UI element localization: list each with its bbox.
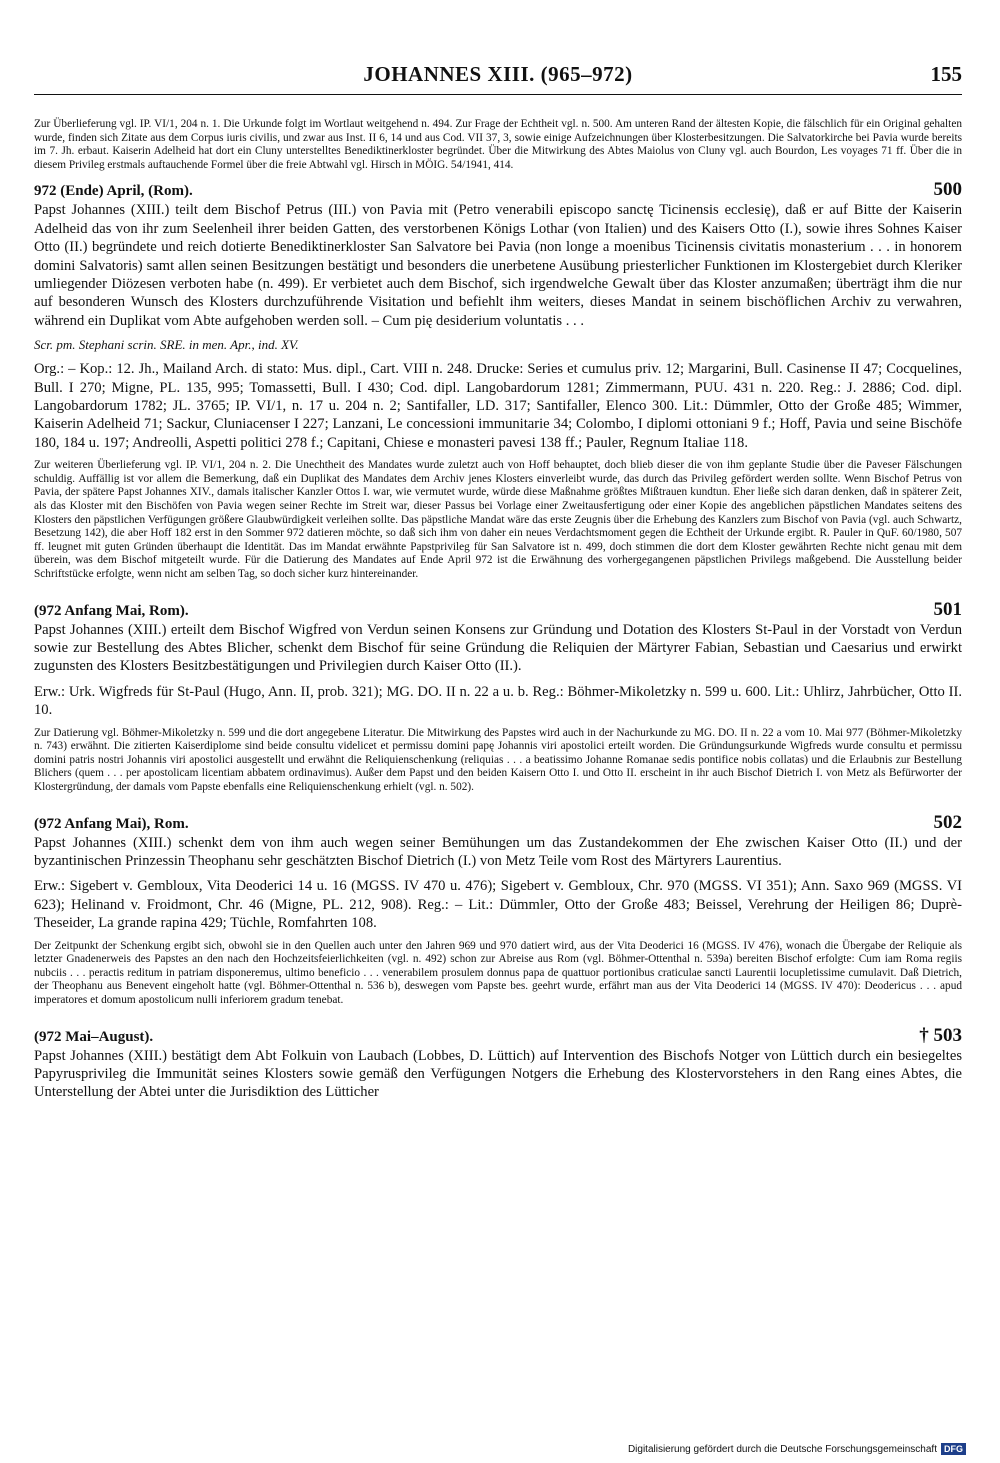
entry-text: Papst Johannes (XIII.) schenkt dem von ihm auch wegen seiner Bemühungen um das Zustandekommen der Ehe zwischen Kaiser Otto (II.) und der byzantinischen Prinzessin Theophanu sehr geschätzten Bischof Dietrich (I.) von Metz Teile vom Rost des Märtyrers Laurentius. [34,834,962,869]
entry-text: Papst Johannes (XIII.) bestätigt dem Abt Folkuin von Laubach (Lobbes, D. Lüttich) auf Intervention des Bischofs Notger von Lüttich durch ein besiegeltes Papyrusprivileg die Immunität seines Klosters sowie gemäß den Verfügungen Notgers die Erhebung des Klostervorstehers in den Rang eines Abtes, die Unterstellung der Abtei unter die Jurisdiktion des Lütticher [34,1047,962,1101]
entry-header [34,812,962,834]
entry-header [34,1025,962,1047]
entry-number: † 503 [919,1024,962,1046]
entry-note: Zur Datierung vgl. Böhmer-Mikoletzky n. 599 und die dort angegebene Literatur. Die Mitwirkung des Papstes wird auch in der Nachurkunde zu MG. DO. II n. 22 a vom 10. Mai 977 (Böhmer-Mikoletzky n. 743) erwähnt. Die zitierten Kaiserdiplome sind beide consultu videlicet et permissu domini papę Johannis viri apostolici erteilt worden. Die Gründungsurkunde Wigfreds wurde consultu et permissu domini patris nostri Johannis viri apostolici ausgestellt und erwähnt die Reliquienschenkung (reliquias . . . a beatissimo Johanne Romanae sedis pontifice nobis collatas) und die Erlaubnis zur Bestellung Blichers (quem . . . per apostolicam licentiam abbatem ordinavimus). Außer dem Papst und den beiden Kaisern Otto I. und Otto II. erscheint in ihr auch Bischof Dietrich I. von Metz als Befürworter der Klostergründung, der damals vom Papste ebenfalls eine Reliquienschenkung erhielt (vgl. n. 502). [34,726,962,793]
entry-text: Papst Johannes (XIII.) teilt dem Bischof Petrus (III.) von Pavia mit (Petro venerabili episcopo sanctę Ticinensis ecclesię), daß er auf Bitte der Kaiserin Adelheid das von ihr zum Seelenheil ihrer beiden Gatten, des verstorbenen Königs Lothar (von Italien) und des Kaisers Otto (I.), sowie ihres Sohnes Kaiser Otto (II.) begründete und reich dotierte Benediktinerkloster San Salvatore bei Pavia (non longe a moenibus Ticinensis civitatis monasterium . . . in honorem domini Salvatoris) samt allen seinen Besitzungen bestätigt und besonders die unerbetene Ausübung priesterlicher Funktionen im Klostergebiet durch Kleriker umliegender Diözesen verboten habe (n. 499). Er verbietet auch dem Bischof, sich irgendwelche Gewalt über das Kloster anzumaßen; überträgt ihm die nur auf besonderen Wunsch des Klosters durchzuführende Visitation und befiehlt ihm weiters, dieses Mandat in seinem bischöflichen Archiv zu verwahren, während ein Duplikat vom Abte aufgehoben werden soll. – Cum pię desiderium voluntatis . . . [34,202,962,329]
entry-text: Papst Johannes (XIII.) erteilt dem Bischof Wigfred von Verdun seinen Konsens zur Gründung und Dotation des Klosters St-Paul in der Vorstadt von Verdun sowie zur Bestellung des Abtes Blicher, schenkt dem Bischof für seine Gründung die Reliquien der Märtyrer Fabian, Sebastian und Caesarius und erwirkt zugunsten des Klosters Besitzbestätigungen und Privilegien durch Kaiser Otto (II.). [34,621,962,675]
entry-date: (972 Anfang Mai, Rom). [34,602,189,619]
page-content [34,118,962,1106]
entry-date: (972 Mai–August). [34,1028,154,1045]
intro-note: Zur Überlieferung vgl. IP. VI/1, 204 n. 1. Die Urkunde folgt im Wortlaut weitgehend n. 494. Zur Frage der Echtheit vgl. n. 500. Am unteren Rand der ältesten Kopie, die fälschlich für ein Original gehalten wurde, finden sich Zitate aus dem Corpus iuris civilis, und zwar aus Inst. II 6, 14 und aus Cod. VII 37, 3, sowie einige Aufzeichnungen über Klosterbesitzungen. Die Salvatorkirche bei Pavia wurde bereits im 7. Jh. erbaut. Kaiserin Adelheid hat dort ein Cluny unterstelltes Benediktinerkloster begründet. Über die Mitwirkung des Abtes Maiolus von Cluny vgl. auch Bourdon, Les voyages 71 ff. Über die in diesem Privileg erstmals auftauchende Formel über die freie Abtwahl vgl. Hirsch in MÖIG. 54/1941, 414. [34,118,962,171]
entry-502 [34,812,962,1008]
entry-503 [34,1025,962,1102]
entry-note: Zur weiteren Überlieferung vgl. IP. VI/1, 204 n. 2. Die Unechtheit des Mandates wurde zuletzt auch von Hoff behauptet, doch blieb dieser die von ihm geplante Studie über die Paveser Fälschungen schuldig. Auffällig ist vor allem die Bemerkung, daß ein Duplikat des Mandates dem Archiv jenes Klosters einverleibt wurde, das durch das Privileg gefördert werden sollte. Wenn Bischof Petrus von Pavia, der spätere Papst Johannes XIV., damals italischer Kanzler Ottos I. war, wie vermutet wurde, würde diese Maßnahme größtes Mißtrauen kundtun. Eher ließe sich daran denken, daß in späterer Zeit, als das Kloster mit den Bischöfen von Pavia wegen seiner Rechte im Streit war, dieser Passus bei Vorlage einer Zweitausfertigung oder einer Kopie des angeblichen päpstlichen Mandates seitens des Klosters den päpstlichen Verfügungen größere Glaubwürdigkeit verleihen sollte. Das päpstliche Mandat wäre das erste Zeugnis über die Erhebung des Kanzlers zum Bischof von Pavia (vgl. auch Schwartz, Besetzung 142), die aber Hoff 182 erst in den Sommer 972 datieren möchte, so daß sich ihm von daher ein neues Verdachtsmoment gegen die Echtheit der Urkunde ergibt. R. Pauler in QuF. 60/1980, 507 ff. leugnet mit guten Gründen überhaupt die Identität. Das im Mandat erwähnte Papstprivileg für San Salvatore ist n. 499, doch stimmen die dort dem Kloster gewährten Rechte nicht genau mit dem überein, was dem Bischof mitgeteilt wurde. Für die Datierung des Mandates auf Ende April 972 ist die Erwähnung des vorhergegangenen päpstlichen Privilegs maßgebend. Die Ausstellung beider Schriftstücke erfolgte, wenn nicht am selben Tag, so doch sicher kurz hintereinander. [34,459,962,580]
entry-date: 972 (Ende) April, (Rom). [34,183,193,200]
running-head [34,62,962,90]
footer [628,1443,966,1455]
entry-header [34,179,962,201]
entry-scriptum: Scr. pm. Stephani scrin. SRE. in men. Apr., ind. XV. [34,337,299,353]
header-rule [34,94,962,95]
page-title: JOHANNES XIII. (965–972) [363,62,633,86]
entry-number: 500 [933,179,962,201]
entry-number: 502 [933,811,962,833]
entry-number: 501 [933,598,962,620]
entry-header [34,599,962,621]
entry-sources: Org.: – Kop.: 12. Jh., Mailand Arch. di stato: Mus. dipl., Cart. VIII n. 248. Drucke: Series et cumulus priv. 12; Margarini, Bull. Casinense II 47; Cocquelines, Bull. I 270; Migne, PL. 135, 995; Tomassetti, Bull. I 430; Cod. dipl. Langobardorum 1281; Zimmermann, PUU. 431 n. 220. Reg.: J. 2886; Cod. dipl. Langobardorum 1782; JL. 3765; IP. VI/1, n. 17 u. 204 n. 2; Santifaller, LD. 317; Santifaller, Elenco 300. Lit.: Dümmler, Otto der Große 485; Wimmer, Kaiserin Adelheid 71; Sackur, Cluniacenser I 227; Lanzani, Le concessioni immunitarie 34; Colombo, I diplomi ottoniani 9 f.; Hoff, Pavia und seine Bischöfe 180, 184 u. 197; Andreolli, Aspetti politici 278 f.; Capitani, Chiese e monasteri pavesi 138 ff.; Pauler, Regnum Italiae 118. [34,361,962,451]
page-number: 155 [930,62,962,86]
dfg-logo-icon: DFG [941,1443,966,1455]
entry-date: (972 Anfang Mai), Rom. [34,815,189,832]
footer-text: Digitalisierung gefördert durch die Deutsche Forschungsgemeinschaft [627,1443,937,1455]
entry-note: Der Zeitpunkt der Schenkung ergibt sich, obwohl sie in den Quellen auch unter den Jahren 969 und 970 datiert wird, aus der Vita Deoderici 16 (MGSS. IV 476), wonach die Übergabe der Reliquie als letzter Gnadenerweis des Papstes an den nach den Hochzeitsfeierlichkeiten (vgl. n. 492) schon zur Abreise aus Rom (vgl. Böhmer-Ottenthal n. 539a) bereiten Bischof erfolgte: Cum iam Roma regiis nubciis . . . peractis reditum in patriam disponeremus, ultimo beneficio . . . venerabilem prosulem donnus papa de quattuor portionibus craticulae sancti Laurentii locupletissime cumulavit. Daß Dietrich, der Theophanu aus Benevent eingeholt hatte (vgl. Böhmer-Ottenthal n. 536 b), deswegen vom Papste bes. geehrt wurde, erfährt man aus der Vita Deoderici 14 (MGSS. IV 470): Deodericus . . . apud imperatores et domum apostolicum nulli inferiorem gradum tenebat. [34,939,962,1006]
entry-501 [34,599,962,795]
entry-500 [34,179,962,581]
entry-sources: Erw.: Sigebert v. Gembloux, Vita Deoderici 14 u. 16 (MGSS. IV 470 u. 476); Sigebert v. Gembloux, Chr. 970 (MGSS. VI 351); Ann. Saxo 969 (MGSS. VI 623); Helinand v. Froidmont, Chr. 46 (Migne, PL. 212, 908). Reg.: – Lit.: Dümmler, Otto der Große 483; Beissel, Verehrung der Heiligen 86; Duprè-Theseider, La grande rapina 429; Tüchle, Romfahrten 108. [34,878,962,932]
entry-sources: Erw.: Urk. Wigfreds für St-Paul (Hugo, Ann. II, prob. 321); MG. DO. II n. 22 a u. b. Reg.: Böhmer-Mikoletzky n. 599 u. 600. Lit.: Uhlirz, Jahrbücher, Otto II. 10. [34,683,962,719]
